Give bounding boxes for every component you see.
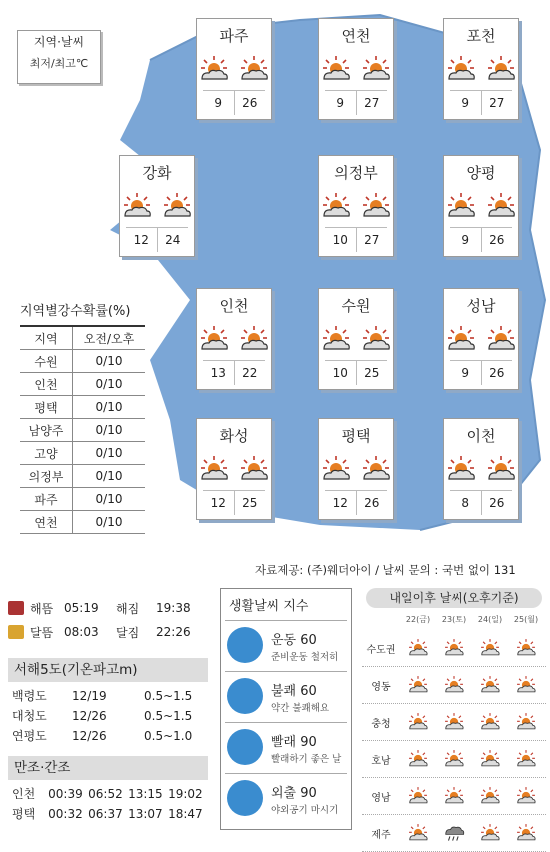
rain-row — [20, 350, 145, 373]
sunny-cloud-icon — [198, 455, 230, 485]
city-name: 의정부 — [334, 164, 378, 182]
index-value: 불쾌 60 — [271, 684, 317, 699]
region-forecast-row — [362, 815, 546, 852]
high-temp: 22 — [242, 366, 258, 380]
sunny-cloud-icon — [198, 325, 230, 355]
city-name: 포천 — [466, 27, 496, 45]
low-temp: 13 — [203, 361, 235, 385]
sunny-cloud-icon — [445, 325, 477, 355]
wave-height: 0.5~1.5 — [144, 689, 193, 703]
tide-time: 06:52 — [88, 787, 123, 801]
wave-height: 0.5~1.5 — [144, 709, 193, 723]
sunny-cloud-icon — [472, 712, 508, 732]
wave-temp: 12/19 — [72, 689, 107, 703]
city-name: 평택 — [341, 427, 371, 445]
region-forecast-row — [362, 667, 546, 704]
sunny-cloud-icon — [445, 192, 477, 222]
low-temp: 9 — [325, 91, 357, 115]
rain-row — [20, 442, 145, 465]
high-temp: 26 — [242, 96, 258, 110]
sunny-cloud-icon — [436, 786, 472, 806]
rain-value: 0/10 — [73, 488, 146, 511]
sunny-cloud-icon — [320, 325, 352, 355]
tide-time: 13:07 — [128, 807, 163, 821]
tide-row — [8, 784, 208, 804]
rain-icon — [436, 823, 472, 843]
index-desc: 약간 불쾌해요 — [271, 703, 330, 714]
wave-row — [8, 686, 208, 706]
wave-temp: 12/26 — [72, 709, 107, 723]
life-index-item — [225, 722, 347, 773]
tide-time: 00:39 — [48, 787, 83, 801]
sunny-cloud-icon — [121, 192, 153, 222]
rain-probability-table — [20, 300, 145, 534]
activity-icon — [227, 627, 263, 663]
rain-header-row — [20, 326, 145, 350]
sunny-cloud-icon — [320, 192, 352, 222]
moonrise-label: 달뜸 — [30, 625, 54, 640]
sun-moon-panel — [8, 596, 208, 824]
low-temp: 10 — [325, 361, 357, 385]
high-temp: 27 — [489, 96, 505, 110]
city-card — [196, 418, 272, 520]
activity-icon — [227, 780, 263, 816]
city-card — [443, 288, 519, 390]
low-temp: 9 — [450, 228, 482, 252]
index-value: 외출 90 — [271, 786, 317, 801]
low-temp: 8 — [450, 491, 482, 515]
city-name: 인천 — [219, 297, 249, 315]
sunny-cloud-icon — [485, 192, 517, 222]
rain-row — [20, 396, 145, 419]
sunny-cloud-icon — [400, 712, 436, 732]
sunny-cloud-icon — [400, 823, 436, 843]
legend-sub: 최저/최고℃ — [29, 57, 89, 70]
city-card — [318, 18, 394, 120]
region-name: 수도권 — [366, 644, 396, 656]
rain-value: 0/10 — [73, 442, 146, 465]
sunny-cloud-icon — [320, 455, 352, 485]
rain-value: 0/10 — [73, 419, 146, 442]
city-name: 강화 — [142, 164, 172, 182]
sunset-time: 19:38 — [156, 601, 191, 615]
rain-region: 고양 — [20, 442, 73, 465]
sunrise-time: 05:19 — [64, 601, 99, 615]
sunny-cloud-icon — [198, 55, 230, 85]
activity-icon — [227, 678, 263, 714]
sunny-cloud-icon — [508, 749, 544, 769]
low-temp: 12 — [126, 228, 158, 252]
day-label: 25(월) — [513, 615, 539, 624]
sunny-cloud-icon — [436, 712, 472, 732]
region-forecast-row — [362, 630, 546, 667]
city-card — [196, 288, 272, 390]
region-name: 호남 — [371, 755, 391, 767]
rain-region: 인천 — [20, 373, 73, 396]
sunny-cloud-icon — [445, 55, 477, 85]
city-card — [318, 418, 394, 520]
rain-row — [20, 511, 145, 534]
sunny-cloud-icon — [508, 638, 544, 658]
high-temp: 25 — [242, 496, 258, 510]
rain-region: 파주 — [20, 488, 73, 511]
region-forecast-row — [362, 741, 546, 778]
high-temp: 26 — [489, 496, 505, 510]
tomorrow-weather — [362, 588, 546, 841]
city-card — [443, 155, 519, 257]
high-temp: 26 — [364, 496, 380, 510]
sunny-cloud-icon — [472, 638, 508, 658]
low-temp: 9 — [450, 361, 482, 385]
sunny-cloud-icon — [238, 55, 270, 85]
wave-temp: 12/26 — [72, 729, 107, 743]
tide-time: 19:02 — [168, 787, 203, 801]
sunny-cloud-icon — [400, 675, 436, 695]
sunny-cloud-icon — [360, 455, 392, 485]
rain-col-ampm: 오전/오후 — [73, 326, 146, 350]
moonrise-icon — [8, 625, 24, 639]
tide-place: 평택 — [12, 807, 36, 821]
rain-value: 0/10 — [73, 511, 146, 534]
activity-icon — [227, 729, 263, 765]
rain-title: 지역별강수확률(%) — [20, 304, 131, 319]
region-name: 충청 — [371, 718, 391, 730]
legend-title: 지역·날씨 — [33, 35, 85, 49]
life-weather-index — [220, 588, 352, 830]
sunny-cloud-icon — [445, 455, 477, 485]
tide-title: 만조·간조 — [8, 756, 208, 780]
sunny-cloud-icon — [436, 638, 472, 658]
wave-place: 연평도 — [12, 729, 47, 743]
city-card — [119, 155, 195, 257]
high-temp: 25 — [364, 366, 380, 380]
moon-row — [8, 620, 208, 644]
tide-place: 인천 — [12, 787, 36, 801]
sunny-cloud-icon — [485, 455, 517, 485]
sunny-cloud-icon — [320, 55, 352, 85]
day-label: 22(금) — [405, 615, 431, 624]
sunny-cloud-icon — [436, 675, 472, 695]
sunny-cloud-icon — [400, 786, 436, 806]
region-name: 영동 — [371, 681, 391, 693]
index-desc: 야외공기 마시기 — [271, 805, 339, 816]
sunny-cloud-icon — [472, 786, 508, 806]
sunny-cloud-icon — [485, 325, 517, 355]
index-value: 운동 60 — [271, 633, 317, 648]
sunny-cloud-icon — [508, 675, 544, 695]
sunny-cloud-icon — [400, 749, 436, 769]
city-name: 연천 — [341, 27, 371, 45]
sunny-cloud-icon — [472, 749, 508, 769]
city-name: 이천 — [466, 427, 496, 445]
tide-time: 06:37 — [88, 807, 123, 821]
city-name: 파주 — [219, 27, 249, 45]
sunny-cloud-icon — [238, 325, 270, 355]
city-card — [196, 18, 272, 120]
sunrise-icon — [8, 601, 24, 615]
sunny-cloud-icon — [472, 675, 508, 695]
low-temp: 12 — [203, 491, 235, 515]
high-temp: 24 — [165, 233, 181, 247]
high-temp: 26 — [489, 233, 505, 247]
sunny-cloud-icon — [508, 823, 544, 843]
city-card — [318, 288, 394, 390]
region-forecast-row — [362, 778, 546, 815]
city-card — [443, 18, 519, 120]
index-desc: 준비운동 철저히 — [271, 652, 339, 663]
sunny-cloud-icon — [400, 638, 436, 658]
wave-row — [8, 706, 208, 726]
sunny-cloud-icon — [161, 192, 193, 222]
life-index-item — [225, 620, 347, 671]
index-value: 빨래 90 — [271, 735, 317, 750]
sunny-cloud-icon — [360, 325, 392, 355]
region-name: 영남 — [371, 792, 391, 804]
sunny-cloud-icon — [472, 823, 508, 843]
wave-row — [8, 726, 208, 746]
life-index-item — [225, 773, 347, 824]
rain-value: 0/10 — [73, 350, 146, 373]
high-temp: 26 — [489, 366, 505, 380]
city-name: 수원 — [341, 297, 371, 315]
moonset-time: 22:26 — [156, 625, 191, 639]
sunny-cloud-icon — [360, 55, 392, 85]
city-card — [318, 155, 394, 257]
rain-row — [20, 419, 145, 442]
rain-region: 의정부 — [20, 465, 73, 488]
wave-title: 서해5도(기온파고m) — [8, 658, 208, 682]
rain-region: 수원 — [20, 350, 73, 373]
city-name: 양평 — [466, 164, 496, 182]
life-title: 생활날씨 지수 — [229, 599, 309, 614]
tide-time: 13:15 — [128, 787, 163, 801]
region-forecast-row — [362, 704, 546, 741]
city-name: 성남 — [466, 297, 496, 315]
rain-row — [20, 488, 145, 511]
sunny-cloud-icon — [360, 192, 392, 222]
rain-row — [20, 465, 145, 488]
moonrise-time: 08:03 — [64, 625, 99, 639]
rain-region: 남양주 — [20, 419, 73, 442]
sun-row — [8, 596, 208, 620]
rain-value: 0/10 — [73, 373, 146, 396]
city-card — [443, 418, 519, 520]
tide-row — [8, 804, 208, 824]
sunny-cloud-icon — [508, 786, 544, 806]
day-label: 24(일) — [477, 615, 503, 624]
high-temp: 27 — [364, 233, 380, 247]
sunset-label: 해짐 — [116, 601, 140, 616]
low-temp: 9 — [450, 91, 482, 115]
wave-place: 백령도 — [12, 689, 47, 703]
region-name: 제주 — [371, 829, 391, 841]
rain-col-region: 지역 — [20, 326, 73, 350]
rain-value: 0/10 — [73, 465, 146, 488]
low-temp: 12 — [325, 491, 357, 515]
life-index-item — [225, 671, 347, 722]
sunrise-label: 해뜸 — [30, 601, 54, 616]
sunny-cloud-icon — [238, 455, 270, 485]
rain-region: 연천 — [20, 511, 73, 534]
rain-value: 0/10 — [73, 396, 146, 419]
index-desc: 빨래하기 좋은 날 — [271, 754, 342, 765]
low-temp: 9 — [203, 91, 235, 115]
moonset-label: 달짐 — [116, 625, 140, 640]
sunny-cloud-icon — [485, 55, 517, 85]
map-legend — [17, 30, 101, 84]
rain-row — [20, 373, 145, 396]
sunny-cloud-icon — [436, 749, 472, 769]
rain-region: 평택 — [20, 396, 73, 419]
high-temp: 27 — [364, 96, 380, 110]
wave-height: 0.5~1.0 — [144, 729, 193, 743]
data-credit: 자료제공: (주)웨더아이 / 날씨 문의 : 국번 없이 131 — [255, 563, 516, 577]
low-temp: 10 — [325, 228, 357, 252]
day-label: 23(토) — [441, 615, 467, 624]
sunny-cloud-icon — [508, 712, 544, 732]
tide-time: 18:47 — [168, 807, 203, 821]
city-name: 화성 — [219, 427, 249, 445]
wave-place: 대청도 — [12, 709, 47, 723]
tide-time: 00:32 — [48, 807, 83, 821]
tomorrow-title: 내일이후 날씨(오후기준) — [366, 588, 542, 608]
